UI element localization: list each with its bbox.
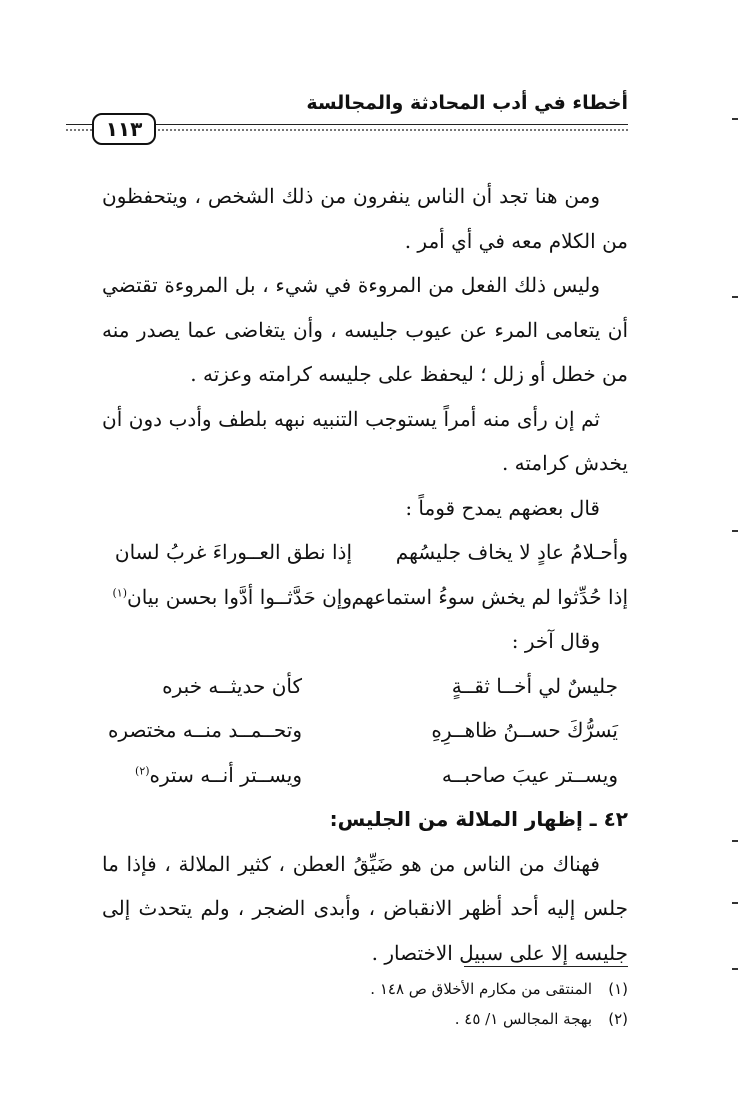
paragraph-3: ثم إن رأى منه أمراً يستوجب التنبيه نبهه بلطف وأدب دون أن يخدش كرامته . [102,406,628,475]
verse-second-text: ويســتر أنــه ستره [149,762,302,787]
verse-first-hemistich: إذا حُدِّثوا لم يخش سوءُ استماعهم [351,584,628,609]
verse-second-hemistich: وتحــمــد منــه مختصره [107,718,302,742]
footnotes [102,974,628,1034]
scan-margin-mark [732,530,738,532]
poem-2-intro: وقال آخر : [511,629,600,653]
verse-first-hemistich: يَسرُّكَ حســنُ ظاهــرِهِ [431,718,618,742]
verse-second-text: وإن حَدَّثــوا أدَّوا بحسن بيان [127,584,352,609]
verse-second-hemistich [102,753,332,798]
page-number: ١١٣ [92,113,156,145]
poem-2-verse-2 [102,708,628,753]
scan-margin-mark [732,902,738,904]
verse-first-hemistich: وأحـلامُ عادٍ لا يخاف جليسُهم [395,540,628,564]
running-header-title: أخطاء في أدب المحادثة والمجالسة [306,92,628,114]
footnote-text: المنتقى من مكارم الأخلاق ص ١٤٨ . [370,980,592,998]
poem-2-verse-3 [102,753,628,798]
footnote-ref-1: (١) [112,585,128,599]
footnote-2 [102,1004,628,1034]
footnote-separator [464,966,628,967]
footnote-ref-2: (٢) [135,763,150,777]
footnote-number: (٢) [608,1010,628,1028]
section-paragraph: فهناك من الناس من هو ضَيِّقُ العطن ، كثير الملالة ، فإذا ما جلس إليه أحد أظهر الانقباض ، وأبدى الضجر ، ولم يتحدث إلى جليسه إلا على سبيل الاختصار . [102,851,628,965]
paragraph-1: ومن هنا تجد أن الناس ينفرون من ذلك الشخص ، ويتحفظون من الكلام معه في أي أمر . [102,184,628,253]
section-heading: ٤٢ ـ إظهار الملالة من الجليس: [329,807,628,831]
poem-2-verse-1 [102,664,628,709]
poem-1-intro: قال بعضهم يمدح قوماً : [405,495,600,520]
verse-second-hemistich: كأن حديثــه خبره [162,673,302,698]
verse-first-hemistich: جليسٌ لي أخــا ثقــةٍ [451,673,618,698]
footnote-1 [102,974,628,1004]
scan-margin-mark [732,968,738,970]
footnote-text: بهجة المجالس ١/ ٤٥ . [454,1010,592,1028]
scan-margin-mark [732,296,738,298]
verse-second-hemistich: إذا نطق العــوراءَ غربُ لسان [114,540,352,564]
poem-1-verse-1 [102,530,628,575]
paragraph-2: وليس ذلك الفعل من المروءة في شيء ، بل المروءة تقتضي أن يتعامى المرء عن عيوب جليسه ، وأن يتغاضى عما يصدر منه من خطل أو زلل ؛ ليحفظ على جليسه كرامته وعزته . [102,273,628,386]
poem-1-verse-2 [102,575,628,620]
verse-second-hemistich [102,575,352,620]
footnote-number: (١) [608,980,628,998]
verse-first-hemistich: ويســتر عيبَ صاحبــه [441,762,618,787]
scan-margin-mark [732,840,738,842]
main-text [102,174,628,975]
scan-margin-mark [732,118,738,120]
